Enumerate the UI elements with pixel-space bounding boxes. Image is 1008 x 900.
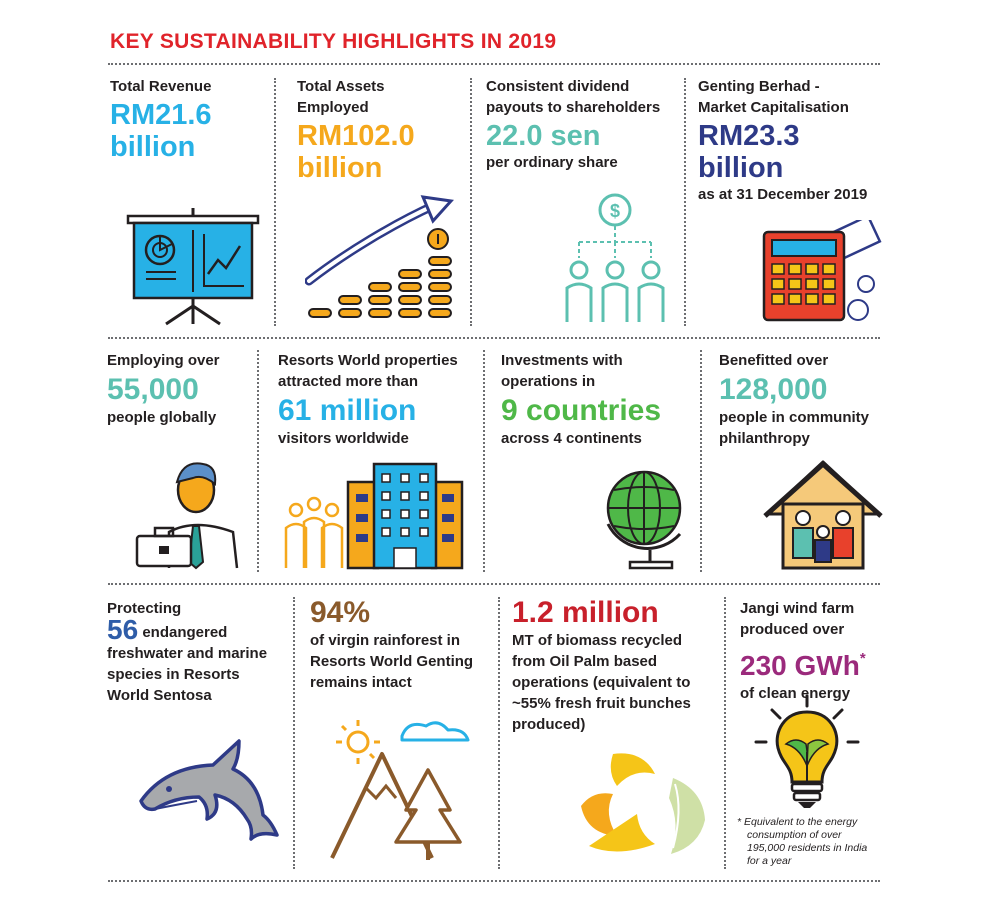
wind-label: Jangi wind farm (740, 600, 855, 617)
rainforest-cell (310, 596, 495, 693)
employees-sub: people globally (107, 409, 217, 426)
dolphin-icon (135, 735, 280, 855)
community-cell (719, 350, 884, 449)
countries-cell (501, 350, 697, 449)
revenue-cell (110, 76, 270, 163)
species-label: Protecting (107, 600, 182, 617)
species-text: endangered (142, 624, 228, 641)
svg-text:$: $ (609, 201, 621, 221)
dividend-cell (486, 76, 681, 173)
divider-col (293, 597, 295, 869)
biomass-cell (512, 596, 722, 735)
assets-label-2: Employed (297, 99, 369, 116)
calculator-icon (762, 220, 882, 330)
rainforest-text-2: Resorts World Genting (310, 653, 474, 670)
visitors-cell (278, 350, 480, 449)
mountain-forest-icon (328, 714, 478, 869)
countries-value: 9 countries (501, 394, 662, 427)
market-cap-sub: as at 31 December 2019 (698, 186, 868, 203)
revenue-value: RM21.6 (110, 99, 212, 131)
market-cap-cell (698, 76, 883, 205)
countries-label-2: operations in (501, 373, 596, 390)
hotel-icon (282, 460, 467, 575)
species-value: 56 (107, 614, 139, 645)
employees-label: Employing over (107, 352, 220, 369)
biomass-text-3: operations (equivalent to (512, 674, 691, 691)
divider-bottom (108, 880, 880, 882)
dividend-label: Consistent dividend (486, 78, 630, 95)
market-cap-label: Genting Berhad - (698, 78, 820, 95)
community-sub: people in community (719, 409, 870, 426)
community-sub-2: philanthropy (719, 430, 810, 447)
countries-label: Investments with (501, 352, 623, 369)
divider-col (483, 350, 485, 572)
biomass-text-4: ~55% fresh fruit bunches (512, 695, 691, 712)
divider-col (700, 350, 702, 572)
family-house-icon (763, 456, 883, 577)
biomass-text: MT of biomass recycled (512, 632, 683, 649)
species-cell (107, 598, 289, 706)
divider-col (470, 78, 472, 326)
businessman-icon (133, 452, 243, 575)
shareholders-icon (563, 192, 668, 329)
rainforest-text-3: remains intact (310, 674, 412, 691)
market-cap-unit: billion (698, 152, 784, 184)
revenue-label: Total Revenue (110, 78, 212, 95)
dividend-value: 22.0 sen (486, 120, 601, 152)
eco-bulb-icon (752, 692, 862, 815)
divider-col (684, 78, 686, 326)
divider-row2 (108, 583, 880, 585)
divider-col (274, 78, 276, 326)
employees-cell (107, 350, 252, 428)
visitors-value: 61 million (278, 394, 417, 427)
coins-growth-icon (305, 193, 460, 330)
biomass-value: 1.2 million (512, 596, 659, 629)
assets-cell (297, 76, 467, 184)
wind-cell (740, 598, 885, 704)
divider-col (498, 597, 500, 869)
community-label: Benefitted over (719, 352, 829, 369)
employees-value: 55,000 (107, 373, 199, 406)
market-cap-value: RM23.3 (698, 120, 800, 152)
presentation-board-icon (126, 206, 260, 331)
species-line (107, 614, 289, 645)
community-value: 128,000 (719, 373, 828, 406)
footnote (737, 816, 877, 868)
divider-row1 (108, 337, 880, 339)
wind-value-line (740, 642, 885, 683)
globe-icon (594, 462, 694, 577)
divider-col (724, 597, 726, 869)
divider-col (257, 350, 259, 572)
dividend-sub: per ordinary share (486, 154, 618, 171)
market-cap-label-2: Market Capitalisation (698, 99, 849, 116)
assets-unit: billion (297, 152, 383, 184)
rainforest-text: of virgin rainforest in (310, 632, 461, 649)
page-title: KEY SUSTAINABILITY HIGHLIGHTS IN 2019 (110, 30, 557, 53)
species-text-2: freshwater and marine (107, 645, 268, 662)
visitors-sub: visitors worldwide (278, 430, 409, 447)
countries-sub: across 4 continents (501, 430, 642, 447)
biomass-text-5: produced) (512, 716, 586, 733)
wind-label-2: produced over (740, 621, 845, 638)
assets-label: Total Assets (297, 78, 385, 95)
species-text-4: World Sentosa (107, 687, 212, 704)
visitors-label-2: attracted more than (278, 373, 419, 390)
recycle-leaves-icon (573, 750, 718, 863)
wind-value: 230 GWh (740, 650, 860, 681)
visitors-label: Resorts World properties (278, 352, 458, 369)
species-text-3: species in Resorts (107, 666, 240, 683)
wind-value-asterisk: * (859, 650, 866, 667)
footnote-text: * Equivalent to the energy consumption of over 195,000 residents in India for a year (737, 816, 868, 867)
wind-sub: of clean energy (740, 685, 851, 702)
rainforest-value: 94% (310, 596, 371, 629)
dividend-label-2: payouts to shareholders (486, 99, 661, 116)
biomass-text-2: from Oil Palm based (512, 653, 658, 670)
divider-top (108, 63, 880, 65)
revenue-unit: billion (110, 131, 196, 163)
assets-value: RM102.0 (297, 120, 415, 152)
